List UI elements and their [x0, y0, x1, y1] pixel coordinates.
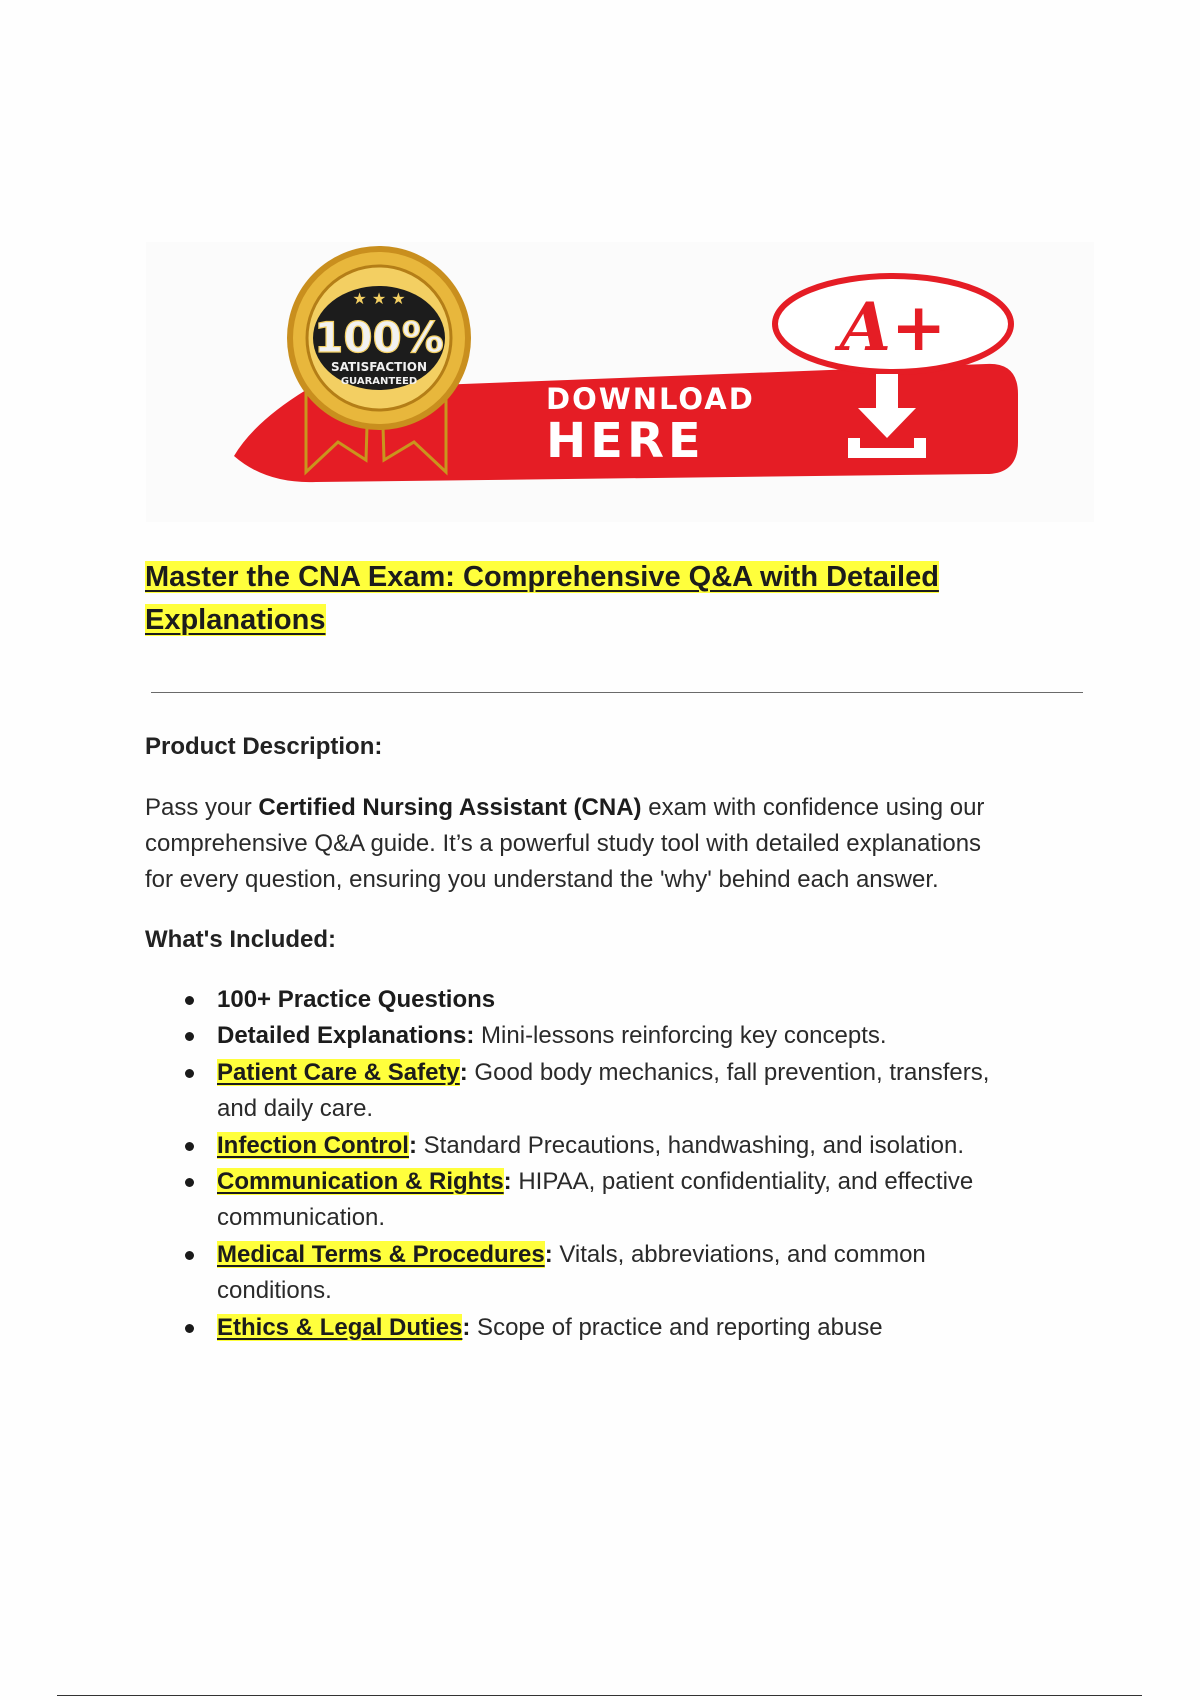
- svg-text:100%: 100%: [314, 313, 444, 362]
- svg-text:SATISFACTION: SATISFACTION: [330, 360, 428, 374]
- bullet-icon: [185, 1032, 194, 1041]
- title-line-1: Master the CNA Exam: Comprehensive Q&A with Detailed: [145, 561, 939, 593]
- list-item: Infection Control: Standard Precautions, handwashing, and isolation.: [145, 1128, 1105, 1164]
- a-plus-grade-icon: [775, 276, 1011, 372]
- bullet-icon: [185, 1251, 194, 1260]
- list-item: Ethics & Legal Duties: Scope of practice and reporting abuse: [145, 1310, 1105, 1346]
- list-item: 100+ Practice Questions: [145, 982, 1105, 1018]
- included-features-list: [145, 982, 1105, 1346]
- product-description-heading: Product Description:: [145, 733, 383, 760]
- svg-text:A+: A+: [839, 288, 947, 366]
- whats-included-heading: What's Included:: [145, 926, 337, 953]
- download-label: DOWNLOAD: [546, 382, 755, 416]
- page-title: [145, 556, 1045, 642]
- banner-graphic: [146, 242, 1094, 522]
- cna-term: Certified Nursing Assistant (CNA): [258, 794, 642, 821]
- svg-text:GUARANTEED: GUARANTEED: [340, 376, 418, 387]
- bullet-icon: [185, 1142, 194, 1151]
- here-label: HERE: [546, 413, 705, 469]
- bullet-icon: [185, 1069, 194, 1078]
- list-item: Medical Terms & Procedures: Vitals, abbreviations, and common conditions.: [145, 1237, 1105, 1310]
- page-bottom-rule: [57, 1695, 1142, 1696]
- title-line-2: Explanations: [145, 604, 326, 636]
- list-item: Patient Care & Safety: Good body mechanics, fall prevention, transfers, and daily care.: [145, 1055, 1105, 1128]
- product-description-text: Pass your Certified Nursing Assistant (CNA) exam with confidence using our comprehensive Q&A guide. It’s a powerful study tool with detailed explanations for every question, ensuring you understand the 'why' behind each answer.: [145, 794, 985, 893]
- bullet-icon: [185, 1324, 194, 1333]
- bullet-icon: [185, 1178, 194, 1187]
- list-item: Detailed Explanations: Mini-lessons reinforcing key concepts.: [145, 1018, 1105, 1054]
- bullet-icon: [185, 996, 194, 1005]
- horizontal-divider: [151, 692, 1083, 693]
- svg-text:★ ★ ★: ★ ★ ★: [352, 289, 406, 308]
- satisfaction-seal-icon: [287, 246, 471, 430]
- download-banner[interactable]: [146, 242, 1094, 522]
- list-item: Communication & Rights: HIPAA, patient confidentiality, and effective communication.: [145, 1164, 1105, 1237]
